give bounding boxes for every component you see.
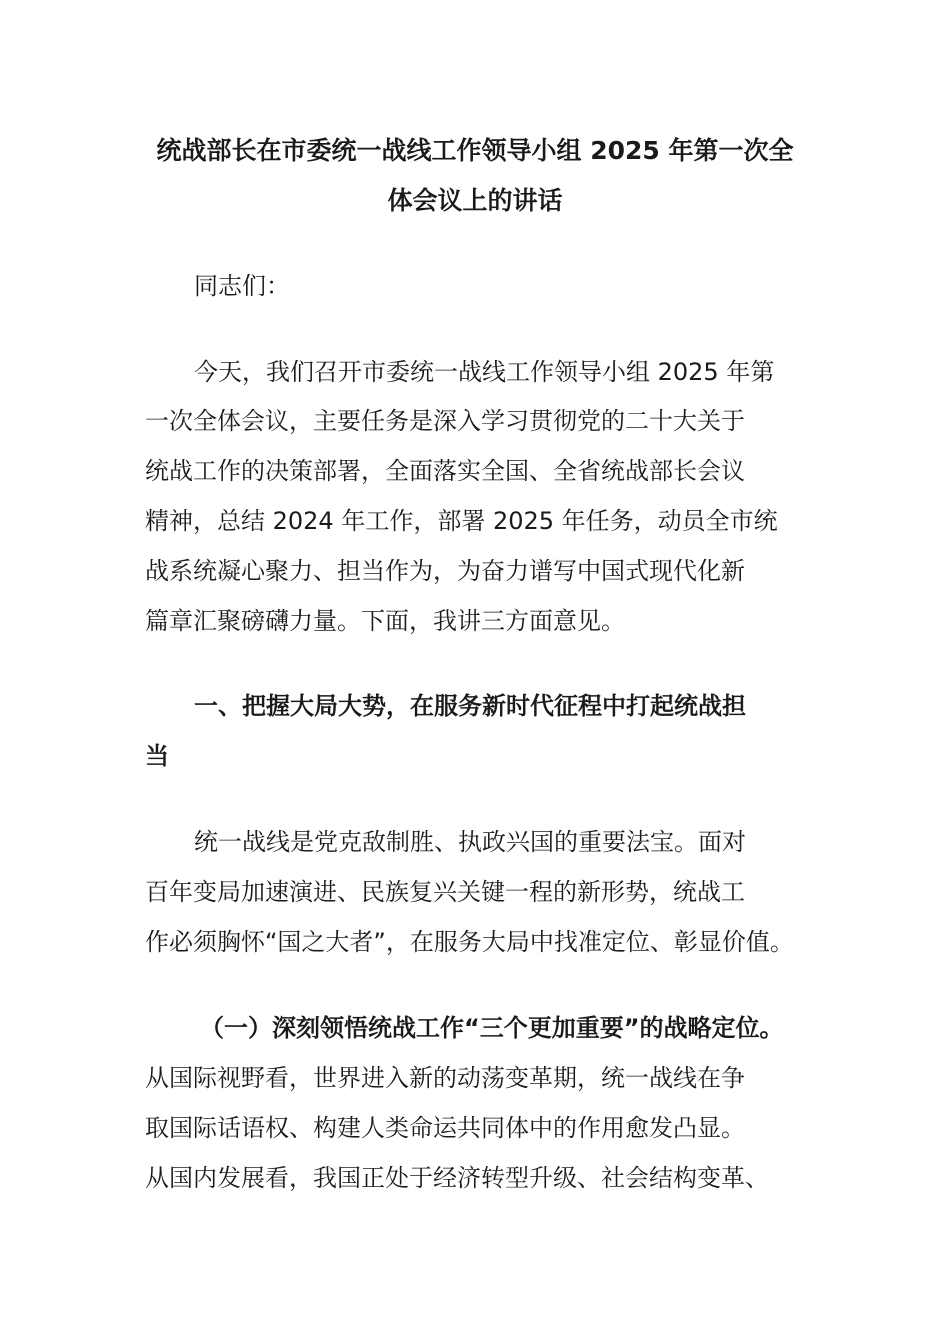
intro-line-4: 精神，总结 2024 年工作，部署 2025 年任务，动员全市统: [145, 507, 778, 535]
intro-line-6: 篇章汇聚磅礴力量。下面，我讲三方面意见。: [145, 607, 625, 635]
section1-para-line-1: 统一战线是党克敌制胜、执政兴国的重要法宝。面对: [194, 828, 746, 856]
intro-line-1: 今天，我们召开市委统一战线工作领导小组 2025 年第: [194, 358, 775, 386]
section1-para-line-3: 作必须胸怀“国之大者”，在服务大局中找准定位、彰显价值。: [145, 928, 794, 956]
document-title-line-2: 体会议上的讲话: [387, 186, 563, 215]
section1-para-line-2: 百年变局加速演进、民族复兴关键一程的新形势，统战工: [145, 878, 745, 906]
subsection1-line-2: 取国际话语权、构建人类命运共同体中的作用愈发凸显。: [145, 1114, 745, 1142]
intro-line-5: 战系统凝心聚力、担当作为，为奋力谱写中国式现代化新: [145, 557, 745, 585]
subsection1-line-3: 从国内发展看，我国正处于经济转型升级、社会结构变革、: [145, 1164, 769, 1192]
section1-heading-line-1: 一、把握大局大势，在服务新时代征程中打起统战担: [194, 692, 746, 720]
subsection1-line-1: 从国际视野看，世界进入新的动荡变革期，统一战线在争: [145, 1064, 745, 1092]
intro-line-2: 一次全体会议，主要任务是深入学习贯彻党的二十大关于: [145, 407, 745, 435]
subsection1-heading: （一）深刻领悟统战工作“三个更加重要”的战略定位。: [200, 1014, 784, 1042]
intro-line-3: 统战工作的决策部署，全面落实全国、全省统战部长会议: [145, 457, 745, 485]
section1-heading-line-2: 当: [145, 742, 169, 770]
document-title-line-1: 统战部长在市委统一战线工作领导小组 2025 年第一次全: [156, 136, 794, 165]
salutation: 同志们：: [194, 272, 290, 300]
